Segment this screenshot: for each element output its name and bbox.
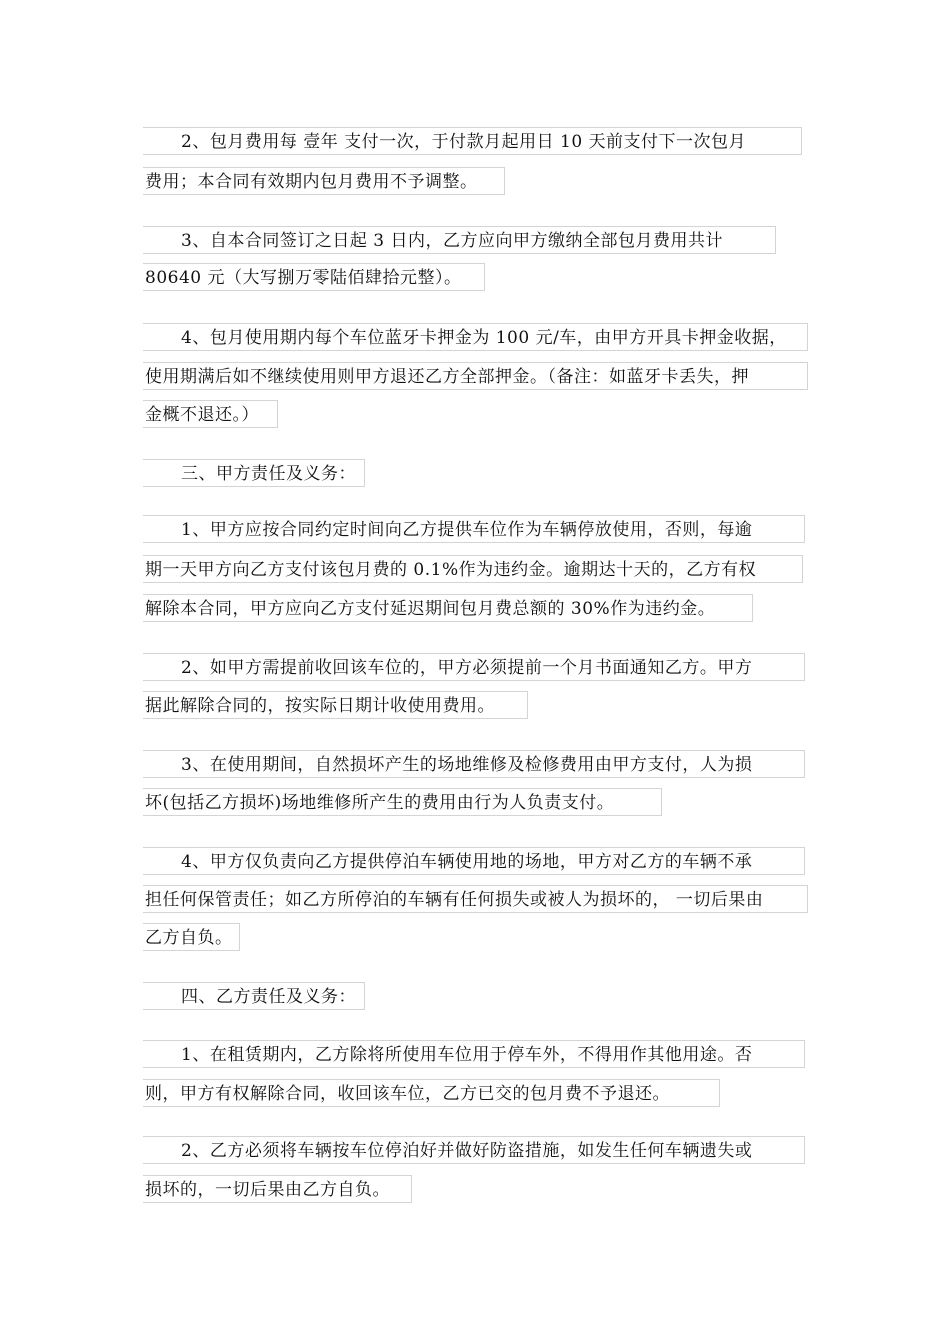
text-line: 费用；本合同有效期内包月费用不予调整。	[143, 167, 505, 195]
text-line: 乙方自负。	[143, 923, 240, 951]
section-heading: 三、甲方责任及义务：	[143, 459, 365, 487]
text-line: 3、在使用期间，自然损坏产生的场地维修及检修费用由甲方支付，人为损	[143, 750, 805, 778]
text-line: 3、自本合同签订之日起 3 日内，乙方应向甲方缴纳全部包月费用共计	[143, 226, 776, 254]
text-line: 2、包月费用每 壹年 支付一次，于付款月起用日 10 天前支付下一次包月	[143, 127, 802, 155]
section-heading: 四、乙方责任及义务：	[143, 982, 365, 1010]
text-line: 金概不退还。）	[143, 400, 278, 428]
text-line: 2、乙方必须将车辆按车位停泊好并做好防盗措施，如发生任何车辆遗失或	[143, 1136, 805, 1164]
text-line: 损坏的，一切后果由乙方自负。	[143, 1175, 412, 1203]
text-line: 2、如甲方需提前收回该车位的，甲方必须提前一个月书面通知乙方。甲方	[143, 653, 805, 681]
text-line: 则，甲方有权解除合同，收回该车位，乙方已交的包月费不予退还。	[143, 1079, 720, 1107]
text-line: 4、包月使用期内每个车位蓝牙卡押金为 100 元/车，由甲方开具卡押金收据，	[143, 323, 808, 351]
text-line: 1、甲方应按合同约定时间向乙方提供车位作为车辆停放使用，否则，每逾	[143, 515, 805, 543]
text-line: 期一天甲方向乙方支付该包月费的 0.1%作为违约金。逾期达十天的，乙方有权	[143, 555, 803, 583]
text-line: 使用期满后如不继续使用则甲方退还乙方全部押金。（备注：如蓝牙卡丢失，押	[143, 362, 808, 390]
text-line: 1、在租赁期内，乙方除将所使用车位用于停车外，不得用作其他用途。否	[143, 1040, 805, 1068]
text-line: 4、甲方仅负责向乙方提供停泊车辆使用地的场地，甲方对乙方的车辆不承	[143, 847, 805, 875]
text-line: 解除本合同，甲方应向乙方支付延迟期间包月费总额的 30%作为违约金。	[143, 594, 753, 622]
text-line: 80640 元（大写捌万零陆佰肆拾元整）。	[143, 263, 485, 291]
text-line: 坏(包括乙方损坏)场地维修所产生的费用由行为人负责支付。	[143, 788, 662, 816]
text-line: 担任何保管责任；如乙方所停泊的车辆有任何损失或被人为损坏的， 一切后果由	[143, 885, 808, 913]
text-line: 据此解除合同的，按实际日期计收使用费用。	[143, 691, 528, 719]
